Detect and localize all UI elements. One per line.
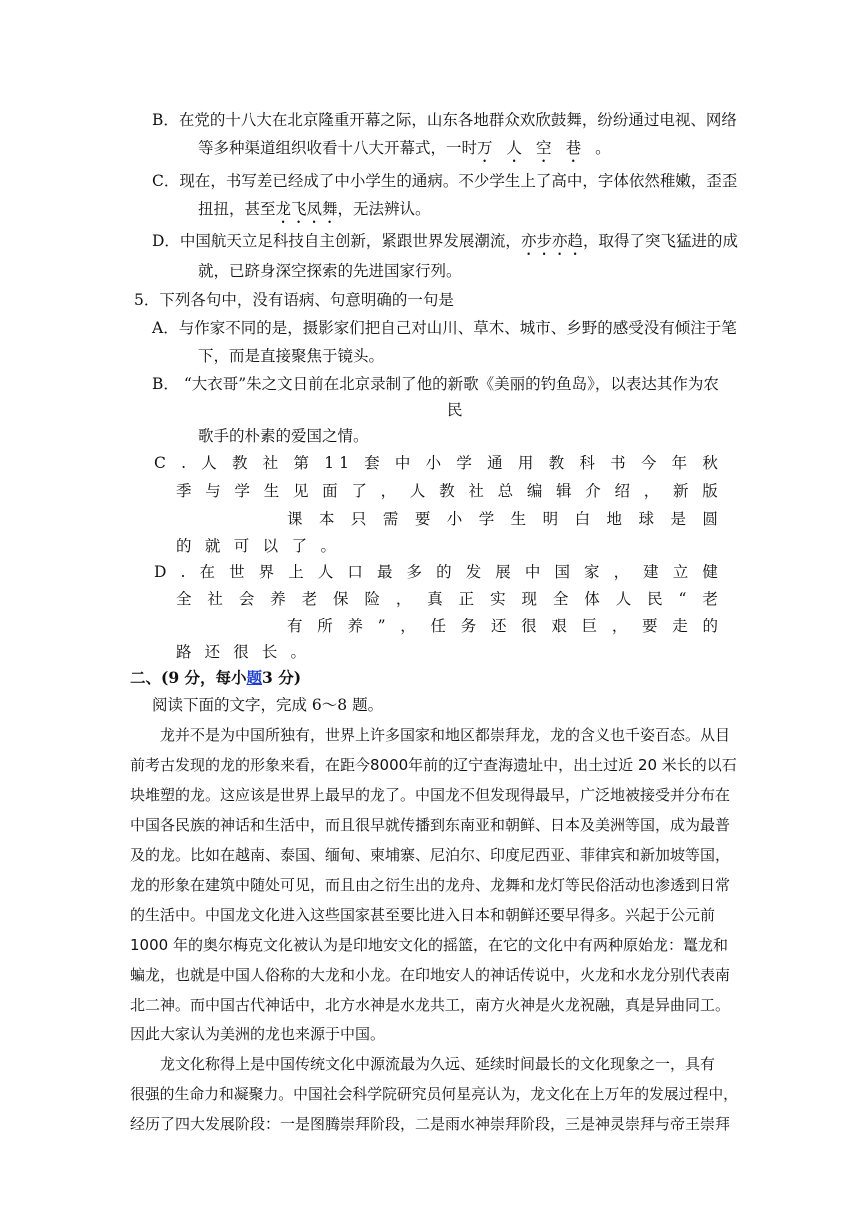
q5-option-a-line2: 下，而是直接聚焦于镜头。	[198, 347, 385, 365]
char: 健	[702, 563, 718, 581]
passage-line: 前考古发现的龙的形象来看，在距今8000年前的辽宁查海遗址中，出土过近 20 米长的以石	[130, 756, 737, 774]
char: 版	[702, 482, 718, 500]
q4-option-b-text: 等多种渠道组织收看十八大开幕式，一时	[198, 139, 478, 157]
q4-option-c-line1: C．现在，书写差已经成了中小学生的通病。不少学生上了高中，字体依然稚嫩，歪歪	[152, 172, 738, 190]
char: 秋	[702, 454, 718, 472]
char: 人	[201, 454, 217, 472]
char: 生	[510, 510, 527, 528]
char: 人	[409, 482, 426, 500]
char: ，	[613, 563, 630, 581]
section2-header-points: 3 分)	[262, 668, 302, 687]
char: 学	[234, 482, 250, 500]
char: 社	[468, 482, 484, 500]
q4-option-b-word1: 万	[477, 139, 493, 157]
char: 多	[406, 563, 423, 581]
char: 艰	[551, 617, 567, 635]
char: 民	[647, 590, 663, 608]
q4-option-c-end: ，无法辨认。	[337, 200, 431, 218]
char: 国	[554, 563, 570, 581]
char: ，	[395, 590, 412, 608]
q4-option-b-end: 。	[595, 139, 611, 157]
char: 很	[521, 617, 537, 635]
char: 全	[552, 590, 569, 608]
char: 只	[350, 510, 367, 528]
char: 教	[232, 454, 248, 472]
char: 中	[524, 563, 541, 581]
q5-option-c-row3	[287, 509, 718, 529]
char: ，	[643, 482, 660, 500]
char: 务	[460, 617, 477, 635]
char: 白	[574, 510, 591, 528]
q5-option-d-row4	[176, 642, 306, 662]
char: ，	[400, 617, 416, 635]
q4-option-b-word3: 空	[536, 139, 552, 157]
section2-header-text: 二、(9 分，每小	[130, 668, 247, 687]
passage-line: 因此大家认为美洲的龙也来源于中国。	[130, 1025, 386, 1043]
char: 通	[487, 454, 503, 472]
section2-link[interactable]: 题	[246, 668, 263, 687]
char: 会	[238, 590, 255, 608]
char: 全	[176, 590, 192, 608]
char: 实	[490, 590, 506, 608]
q4-option-d-line2: 就，已跻身深空探索的先进国家行列。	[198, 262, 462, 280]
char: 科	[579, 454, 595, 472]
q5-option-d-row1	[154, 562, 718, 582]
q5-option-b-wrap: 民	[447, 401, 463, 419]
passage-line: 块堆塑的龙。这应该是世界上最早的龙了。中国龙不但发现得最早，广泛地被接受并分布在	[130, 786, 731, 804]
char: 套	[364, 454, 380, 472]
char: ”	[377, 617, 386, 635]
char: 很	[233, 643, 249, 661]
char: “	[678, 590, 687, 608]
char: 任	[430, 617, 447, 635]
char: 的	[702, 617, 718, 635]
char: D	[154, 563, 167, 581]
passage-line: 中国各民族的神话和生活中，而且很早就传播到东南亚和朝鲜、日本及美洲等国，成为最普	[130, 816, 731, 834]
passage-line: 及的龙。比如在越南、泰国、缅甸、柬埔寨、尼泊尔、印度尼西亚、菲律宾和新加坡等国，	[130, 846, 731, 864]
char: 季	[176, 482, 192, 500]
char: 见	[292, 482, 309, 500]
q4-option-b-word2: 人	[506, 139, 523, 157]
q4-option-b-word4: 巷	[565, 139, 582, 157]
q4-option-d-line1	[152, 231, 738, 259]
char: 口	[347, 563, 363, 581]
char: 了	[291, 537, 308, 555]
char: 巨	[581, 617, 598, 635]
char: 发	[465, 563, 482, 581]
char: 课	[287, 510, 303, 528]
char: .	[181, 454, 187, 472]
q5-option-c-row1	[154, 453, 718, 473]
char: C	[154, 454, 166, 472]
q4-option-b-line1: B．在党的十八大在北京隆重开幕之际，山东各地群众欢欣鼓舞，纷纷通过电视、网络	[152, 111, 737, 129]
char: 体	[584, 590, 600, 608]
q5-option-b-line1: B． “大衣哥”朱之文日前在北京录制了他的新歌《美丽的钓鱼岛》，以表达其作为农	[152, 375, 719, 393]
char: 明	[542, 510, 559, 528]
char: 小	[446, 510, 463, 528]
passage-line: 北二神。而中国古代神话中，北方水神是水龙共工，南方火神是火龙祝融，真是异曲同工。	[130, 996, 731, 1014]
char: 与	[205, 482, 221, 500]
char: 家	[584, 563, 600, 581]
char: 养	[270, 590, 286, 608]
char: 在	[199, 563, 216, 581]
q4-option-d-idiom: 亦步亦趋	[520, 232, 583, 250]
char: 最	[376, 563, 393, 581]
char: 要	[642, 617, 658, 635]
char: 圆	[702, 510, 718, 528]
q4-option-c-line2	[198, 199, 431, 227]
char: 所	[317, 617, 333, 635]
q5-option-d-row3	[287, 616, 718, 636]
q4-option-d-rest: ，取得了突飞猛进的成	[582, 232, 738, 250]
char: 的	[176, 537, 192, 555]
char: 是	[670, 510, 686, 528]
passage-line: 龙的形象在建筑中随处可见，而且由之衍生出的龙舟、龙舞和龙灯等民俗活动也渗透到日常	[130, 876, 731, 894]
char: 长	[261, 643, 278, 661]
char: 教	[439, 482, 455, 500]
q4-option-c-idiom: 龙飞凤舞	[275, 200, 338, 218]
char: 新	[672, 482, 689, 500]
q5-option-c-row2	[176, 481, 718, 501]
char: 有	[287, 617, 303, 635]
char: 需	[382, 510, 399, 528]
q4-option-b-line2	[198, 138, 611, 166]
char: 教	[548, 454, 565, 472]
char: 小	[425, 454, 442, 472]
passage-line: 1000 年的奥尔梅克文化被认为是印地安文化的摇篮，在它的文化中有两种原始龙：鼍龙和	[130, 936, 728, 954]
char: 老	[301, 590, 318, 608]
q4-option-c-text: 扭扭，甚至	[198, 200, 276, 218]
char: 介	[585, 482, 601, 500]
char: 建	[643, 563, 659, 581]
char: 老	[702, 590, 718, 608]
char: 生	[263, 482, 280, 500]
char: 绍	[614, 482, 631, 500]
passage-line: 经历了四大发展阶段：一是图腾崇拜阶段，二是雨水神崇拜阶段，三是神灵崇拜与帝王崇拜	[130, 1115, 731, 1133]
char: 。	[320, 537, 336, 555]
char: 要	[414, 510, 431, 528]
char: ，	[380, 482, 397, 500]
char: 现	[521, 590, 537, 608]
char: 的	[436, 563, 452, 581]
char: 第	[293, 454, 310, 472]
char: 1 1	[324, 454, 349, 472]
char: 界	[258, 563, 275, 581]
char: 社	[207, 590, 223, 608]
passage-line: 龙并不是为中国所独有，世界上许多国家和地区都崇拜龙，龙的含义也千姿百态。从目	[160, 726, 731, 744]
char: 险	[364, 590, 380, 608]
char: 学	[456, 454, 472, 472]
char: 了	[351, 482, 367, 500]
section2-header	[130, 668, 301, 688]
char: 以	[262, 537, 279, 555]
char: 书	[610, 454, 626, 472]
char: 编	[526, 482, 543, 500]
char: 还	[204, 643, 221, 661]
char: 上	[288, 563, 304, 581]
char: 世	[229, 563, 245, 581]
char: ，	[611, 617, 628, 635]
char: 今	[640, 454, 657, 472]
passage-line: 的生活中。中国龙文化进入这些国家甚至要比进入日本和朝鲜还要早得多。兴起于公元前	[130, 906, 716, 924]
char: 真	[427, 590, 443, 608]
char: 球	[638, 510, 654, 528]
char: 。	[290, 643, 306, 661]
char: 立	[672, 563, 689, 581]
char: 还	[490, 617, 507, 635]
q5-stem: 5．下列各句中，没有语病、句意明确的一句是	[134, 291, 454, 309]
char: 社	[262, 454, 279, 472]
reading-instruction: 阅读下面的文字，完成 6～8 题。	[152, 696, 384, 714]
char: 学	[478, 510, 495, 528]
char: 本	[318, 510, 335, 528]
passage-line: 很强的生命力和凝聚力。中国社会科学院研究员何星亮认为，龙文化在上万年的发展过程中，	[130, 1085, 739, 1103]
q5-option-a-line1: A．与作家不同的是，摄影家们把自己对山川、草木、城市、乡野的感受没有倾注于笔	[152, 319, 737, 337]
char: 辑	[556, 482, 572, 500]
char: 养	[347, 617, 363, 635]
char: 走	[672, 617, 688, 635]
char: 路	[176, 643, 192, 661]
passage-line: 龙文化称得上是中国传统文化中源流最为久远、延续时间最长的文化现象之一，具有	[160, 1055, 716, 1073]
char: 年	[671, 454, 688, 472]
char: 总	[497, 482, 514, 500]
char: 中	[394, 454, 411, 472]
q4-option-d-text: D．中国航天立足科技自主创新，紧跟世界发展潮流，	[152, 232, 521, 250]
char: 用	[517, 454, 534, 472]
char: 展	[495, 563, 511, 581]
char: 人	[615, 590, 632, 608]
char: 保	[333, 590, 349, 608]
q5-option-b-line2: 歌手的朴素的爱国之情。	[198, 427, 369, 445]
q5-option-c-row4	[176, 536, 336, 556]
char: 面	[322, 482, 338, 500]
passage-line: 蝙龙，也就是中国人俗称的大龙和小龙。在印地安人的神话传说中，火龙和水龙分别代表南	[130, 966, 731, 984]
char: .	[180, 563, 186, 581]
char: 可	[233, 537, 250, 555]
q5-option-d-row2	[176, 589, 718, 609]
char: 地	[606, 510, 623, 528]
char: 就	[204, 537, 221, 555]
char: 正	[458, 590, 475, 608]
char: 人	[317, 563, 334, 581]
